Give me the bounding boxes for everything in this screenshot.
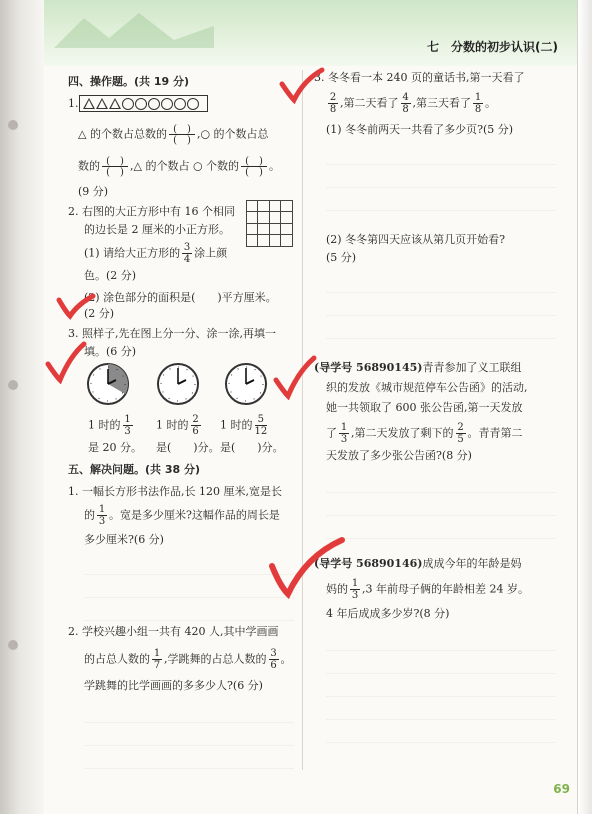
rq3-line2: $\frac{2}{8}$ ,第二天看了 $\frac{4}{8}$ ,第三天看了 $\frac{1}{8}$ 。: [329, 92, 496, 115]
s5q2-line1: 2. 学校兴趣小组一共有 420 人,其中学画画: [68, 625, 279, 638]
s5q1-line1: 1. 一幅长方形书法作品,长 120 厘米,宽是长: [68, 485, 282, 498]
q2-part2: (2) 涂色部分的面积是( )平方厘米。: [84, 291, 277, 304]
q1-number: 1.: [68, 97, 79, 110]
clock2-answer: 是( )分。: [156, 441, 220, 454]
chapter-header-band: [44, 0, 592, 66]
answer-area[interactable]: [326, 470, 556, 550]
rq5-line1: (导学号 56890146)成成今年的年龄是妈: [314, 557, 522, 570]
mountain-decoration-icon: [54, 8, 214, 48]
q2-line2: 的边长是 2 厘米的小正方形。: [84, 223, 230, 236]
q2-part1-score: 色。(2 分): [84, 269, 137, 282]
rq3-part2-score: (5 分): [326, 251, 357, 264]
clock1-caption: 1 时的 $\frac{1}{3}$: [88, 414, 131, 437]
check-mark-icon: [56, 292, 96, 322]
rq3-part1: (1) 冬冬前两天一共看了多少页?(5 分): [326, 123, 514, 136]
rq4-line1: (导学号 56890145)青青参加了义工联组: [314, 361, 522, 374]
book-spine: [0, 0, 44, 814]
answer-area[interactable]: [326, 628, 556, 748]
column-divider: [302, 70, 303, 770]
q1-line1: △ 的个数占总数的 $\frac{( )}{( )}$ ,○ 的个数占总: [78, 124, 269, 146]
circle-icon: [174, 98, 186, 110]
clock2-caption: 1 时的 $\frac{2}{6}$: [156, 414, 199, 437]
circle-icon: [148, 98, 160, 110]
chapter-title: 七 分数的初步认识(二): [427, 40, 558, 54]
rq3-line1: 3. 冬冬看一本 240 页的童话书,第一天看了: [314, 71, 525, 84]
triangle-icon: [109, 98, 121, 109]
q2-line1: 2. 右图的大正方形中有 16 个相同: [68, 205, 235, 218]
shape-row: [79, 95, 208, 112]
rq5-line2: 妈的 $\frac{1}{3}$ ,3 年前母子俩的年龄相差 24 岁。: [326, 578, 529, 601]
clock3-caption: 1 时的 $\frac{5}{12}$: [220, 414, 268, 437]
clock1-answer: 是 20 分。: [88, 441, 142, 454]
blank-fraction[interactable]: $\frac{( )}{( )}$: [102, 156, 128, 177]
q3-line1: 3. 照样子,先在图上分一分、涂一涂,再填一: [68, 327, 276, 340]
square-grid[interactable]: [246, 200, 292, 246]
answer-area[interactable]: [84, 700, 294, 770]
rq4-line5: 天发放了多少张公告函?(8 分): [326, 449, 472, 462]
answer-area[interactable]: [326, 270, 556, 350]
clock3-answer: 是( )分。: [220, 441, 284, 454]
q1-score: (9 分): [78, 185, 109, 198]
check-mark-icon: [44, 340, 88, 384]
triangle-icon: [96, 98, 108, 109]
circle-icon: [187, 98, 199, 110]
s5q1-line3: 多少厘米?(6 分): [84, 533, 164, 546]
q2-part2-score: (2 分): [84, 307, 115, 320]
s5q2-line3: 学跳舞的比学画画的多多少人?(6 分): [84, 679, 263, 692]
rq5-line3: 4 年后成成多少岁?(8 分): [326, 607, 450, 620]
section5-title: 五、解决问题。(共 38 分): [68, 463, 201, 476]
check-mark-icon: [272, 354, 318, 400]
circle-icon: [122, 98, 134, 110]
clock-icon[interactable]: [224, 362, 268, 406]
section4-title: 四、操作题。(共 19 分): [68, 75, 190, 88]
answer-area[interactable]: [84, 552, 294, 622]
blank-fraction[interactable]: $\frac{( )}{( )}$: [169, 124, 195, 145]
blank-fraction[interactable]: $\frac{( )}{( )}$: [241, 156, 267, 177]
q3-line2: 填。(6 分): [84, 345, 137, 358]
q2-part1: (1) 请给大正方形的 $\frac{3}{4}$ 涂上颜: [84, 242, 228, 265]
s5q1-line2: 的 $\frac{1}{3}$ 。宽是多少厘米?这幅作品的周长是: [84, 504, 280, 527]
s5q2-line2: 的占总人数的 $\frac{1}{7}$ ,学跳舞的占总人数的 $\frac{3}{6}$ 。: [84, 648, 292, 671]
check-mark-icon: [278, 66, 326, 106]
rq4-line2: 织的发放《城市规范停车公告函》的活动,: [326, 381, 528, 394]
clock-icon[interactable]: [156, 362, 200, 406]
clock-icon[interactable]: [86, 362, 130, 406]
circle-icon: [161, 98, 173, 110]
page-number: 69: [553, 782, 570, 796]
rq3-part2: (2) 冬冬第四天应该从第几页开始看?: [326, 233, 505, 246]
q1-line2: 数的 $\frac{( )}{( )}$ ,△ 的个数占 ○ 个数的 $\frac{( )}{( )}$ 。: [78, 156, 281, 178]
next-page-edge: [577, 0, 592, 814]
rq4-line4: 了 $\frac{1}{3}$ ,第二天发放了剩下的 $\frac{2}{5}$ 。青青第二: [326, 422, 523, 445]
rq4-line3: 她一共领取了 600 张公告函,第一天发放: [326, 401, 523, 414]
answer-area[interactable]: [326, 142, 556, 226]
triangle-icon: [83, 98, 95, 109]
circle-icon: [135, 98, 147, 110]
check-mark-icon: [266, 536, 346, 600]
